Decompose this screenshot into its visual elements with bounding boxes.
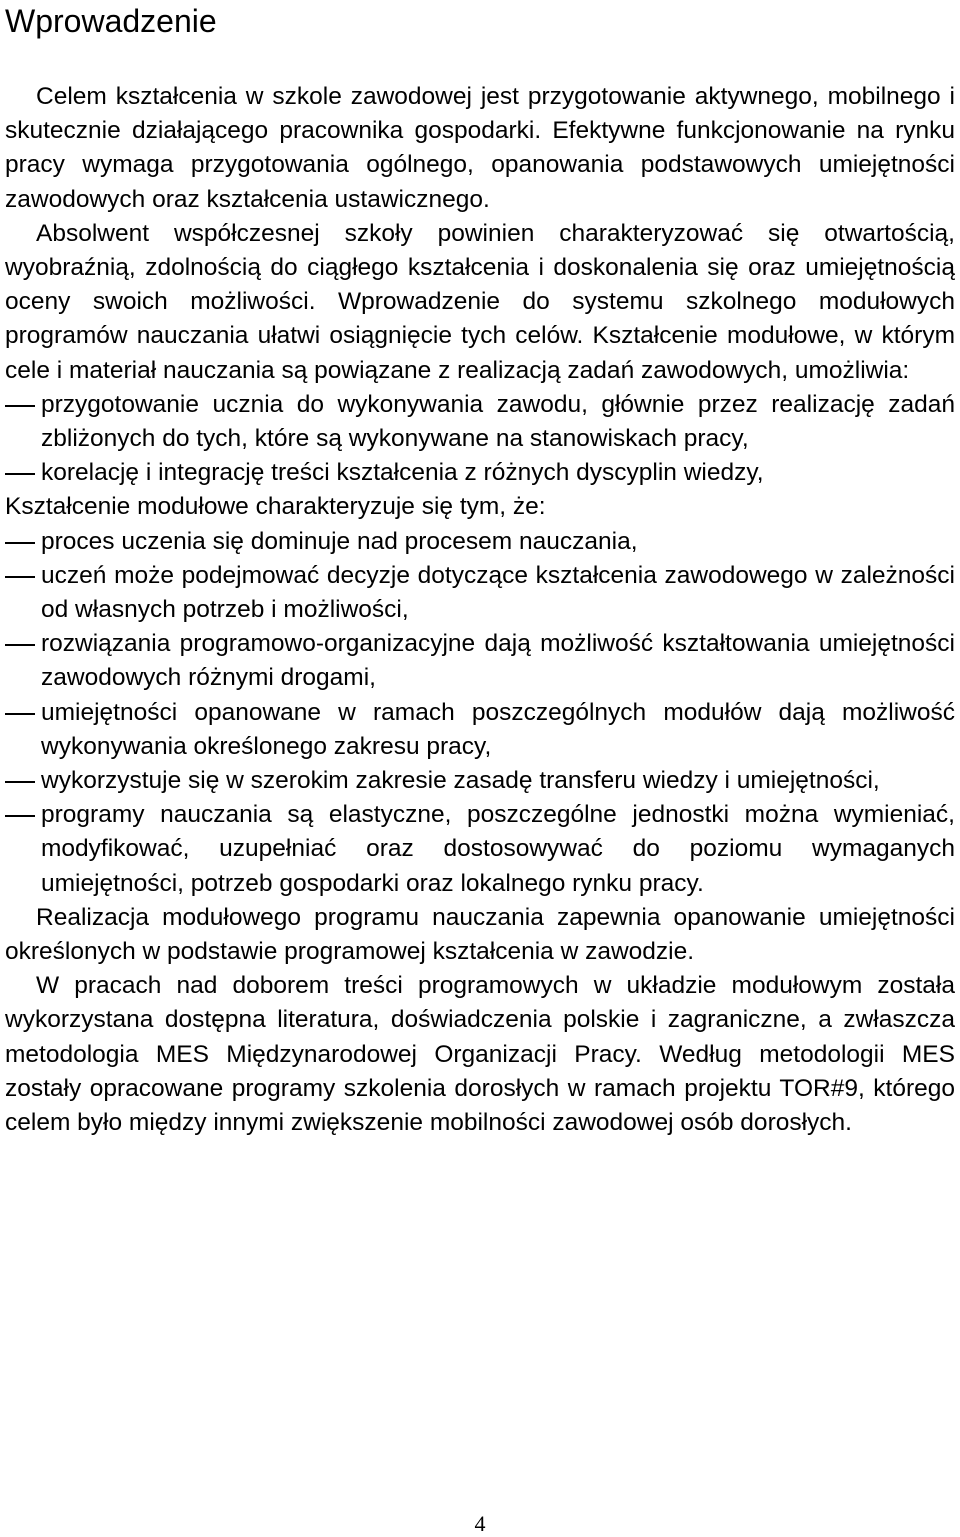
- page-number: 4: [474, 1511, 486, 1536]
- paragraph-intro: Celem kształcenia w szkole zawodowej jest przygotowanie aktywnego, mobilnego i skutecznie działającego pracownika gospodarki. Efektywne funkcjonowanie na rynku pracy wymaga przygotowania ogólnego, opanowania podstawowych umiejętności zawodowych oraz kształcenia ustawicznego.: [5, 83, 955, 213]
- list-item: proces uczenia się dominuje nad procesem nauczania,: [5, 525, 955, 559]
- paragraph-absolwent: Absolwent współczesnej szkoły powinien charakteryzować się otwartością, wyobraźnią, zdolnością do ciągłego kształcenia i doskonalenia się oraz umiejętnością oceny swoich możliwości. Wprowadzenie do systemu szkolnego modułowych programów nauczania ułatwi osiągnięcie tych celów. Kształcenie modułowe, w którym cele i materiał nauczania są powiązane z realizacją zadań zawodowych, umożliwia:: [5, 219, 955, 384]
- dash-bullet-icon: [5, 644, 35, 646]
- paragraph-charakteryzuje: Kształcenie modułowe charakteryzuje się tym, że:: [5, 493, 546, 521]
- list-item: uczeń może podejmować decyzje dotyczące kształcenia zawodowego w zależności od własnych potrzeb i możliwości,: [5, 559, 955, 627]
- paragraph-realizacja: Realizacja modułowego programu nauczania zapewnia opanowanie umiejętności określonych w podstawie programowej kształcenia w zawodzie.: [5, 903, 955, 966]
- dash-bullet-icon: [5, 473, 35, 475]
- dash-bullet-icon: [5, 576, 35, 578]
- document-body: [5, 80, 955, 1140]
- list-item: umiejętności opanowane w ramach poszczególnych modułów dają możliwość wykonywania określonego zakresu pracy,: [5, 696, 955, 764]
- dash-bullet-icon: [5, 542, 35, 544]
- dash-bullet-icon: [5, 781, 35, 783]
- section-heading: Wprowadzenie: [5, 3, 217, 39]
- list-item: korelację i integrację treści kształcenia z różnych dyscyplin wiedzy,: [5, 456, 955, 490]
- list-item: programy nauczania są elastyczne, poszczególne jednostki można wymieniać, modyfikować, uzupełniać oraz dostosowywać do poziomu wymaganych umiejętności, potrzeb gospodarki oraz lokalnego rynku pracy.: [5, 798, 955, 901]
- dash-bullet-icon: [5, 815, 35, 817]
- list-cechy: [5, 525, 955, 901]
- dash-bullet-icon: [5, 713, 35, 715]
- document-page: [5, 0, 955, 1140]
- dash-bullet-icon: [5, 405, 35, 407]
- paragraph-metodologia: W pracach nad doborem treści programowych w układzie modułowym została wykorzystana dostępna literatura, doświadczenia polskie i zagraniczne, a zwłaszcza metodologia MES Międzynarodowej Organizacji Pracy. Według metodologii MES zostały opracowane programy szkolenia dorosłych w ramach projektu TOR#9, którego celem było między innymi zwiększenie mobilności zawodowej osób dorosłych.: [5, 972, 955, 1137]
- list-item: rozwiązania programowo-organizacyjne dają możliwość kształtowania umiejętności zawodowych różnymi drogami,: [5, 627, 955, 695]
- list-umozliwia: [5, 388, 955, 491]
- list-item: wykorzystuje się w szerokim zakresie zasadę transferu wiedzy i umiejętności,: [5, 764, 955, 798]
- list-item: przygotowanie ucznia do wykonywania zawodu, głównie przez realizację zadań zbliżonych do tych, które są wykonywane na stanowiskach pracy,: [5, 388, 955, 456]
